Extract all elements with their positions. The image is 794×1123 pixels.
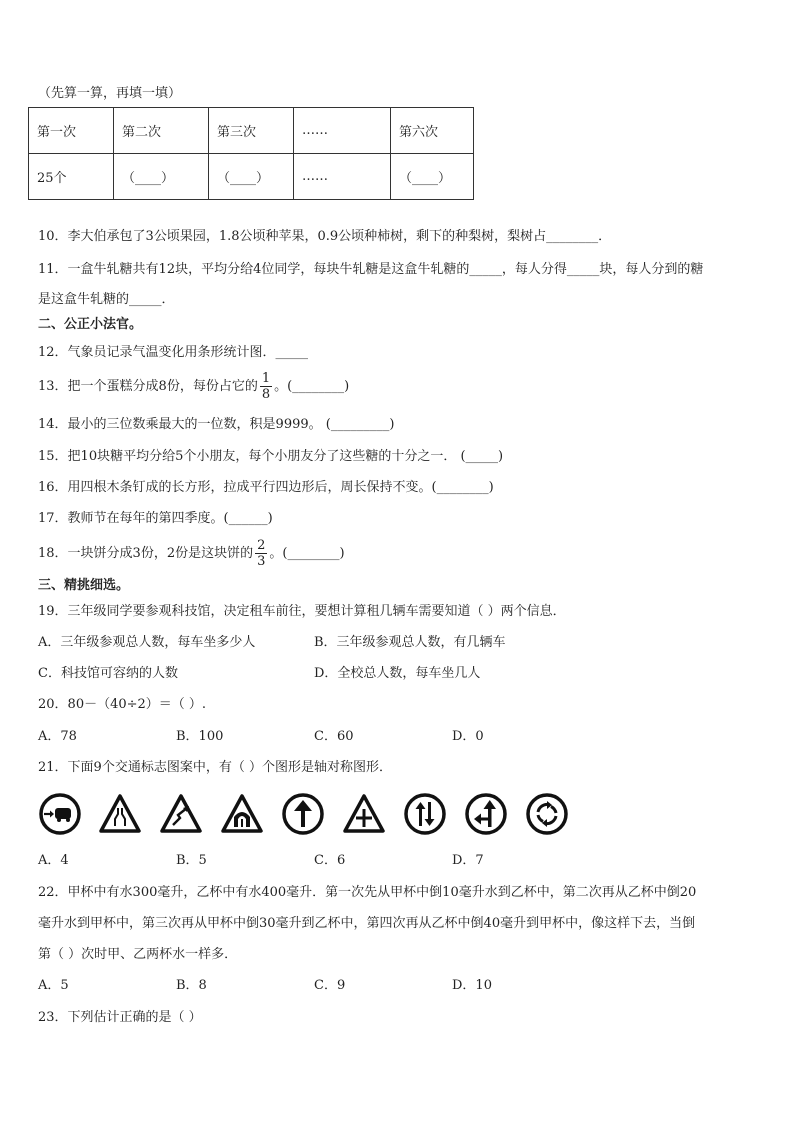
- table-cell: （____）: [391, 154, 474, 200]
- q19-option-a: A．三年级参观总人数，每车坐多少人: [38, 635, 256, 650]
- crossroads-sign-icon: [342, 792, 386, 836]
- table-cell: （____）: [114, 154, 209, 200]
- q22-option-c: C．9: [314, 978, 346, 993]
- question-16: 16．用四根木条钉成的长方形，拉成平行四边形后，周长保持不变。(________): [38, 480, 494, 495]
- question-10: 10．李大伯承包了3公顷果园，1.8公顷种苹果，0.9公顷种柿树，剩下的种梨树，梨树占________．: [38, 229, 612, 244]
- two-way-traffic-sign-icon: [403, 792, 447, 836]
- fraction-denominator: 8: [261, 387, 271, 402]
- q21-option-a: A．4: [38, 853, 69, 868]
- question-22-line2: 毫升水到甲杯中，第三次再从甲杯中倒30毫升到乙杯中，第四次再从乙杯中倒40毫升到甲杯中，像这样下去，当倒: [38, 916, 696, 931]
- q13-answer: 。(________): [274, 379, 350, 394]
- q20-option-d: D．0: [452, 729, 484, 744]
- table-cell: 第一次: [29, 108, 114, 154]
- q21-option-b: B．5: [176, 853, 207, 868]
- section-3-heading: 三、精挑细选。: [38, 578, 130, 593]
- fraction-one-eighth: [260, 371, 272, 402]
- question-14: 14．最小的三位数乘最大的一位数，积是9999。 (_________): [38, 417, 395, 432]
- table-cell: 第六次: [391, 108, 474, 154]
- question-21: 21．下面9个交通标志图案中，有（ ）个图形是轴对称图形．: [38, 760, 392, 775]
- fraction-numerator: 2: [257, 538, 266, 553]
- table-cell: 第三次: [209, 108, 294, 154]
- traffic-signs: [38, 792, 578, 838]
- question-18: [38, 537, 345, 571]
- question-20: 20．80－（40÷2）＝（ ）.: [38, 697, 207, 712]
- q20-option-b: B．100: [176, 729, 224, 744]
- intro-text: （先算一算，再填一填）: [38, 86, 182, 101]
- q21-option-c: C．6: [314, 853, 346, 868]
- q20-option-c: C．60: [314, 729, 354, 744]
- q18-answer: 。(________): [269, 546, 345, 561]
- q19-option-b: B．三年级参观总人数，有几辆车: [314, 635, 506, 650]
- q19-option-c: C．科技馆可容纳的人数: [38, 666, 178, 681]
- q22-option-a: A．5: [38, 978, 69, 993]
- double-curve-sign-icon: [159, 792, 203, 836]
- table-cell: ……: [294, 108, 391, 154]
- fraction-denominator: 3: [257, 554, 266, 569]
- straight-ahead-sign-icon: [281, 792, 325, 836]
- table-cell: 第二次: [114, 108, 209, 154]
- question-11-line2: 是这盒牛轧糖的_____．: [38, 292, 175, 307]
- overtaking-sign-icon: [38, 792, 82, 836]
- record-table: [28, 107, 474, 200]
- question-15: 15．把10块糖平均分给5个小朋友，每个小朋友分了这些糖的十分之一． (_____): [38, 449, 504, 464]
- fraction-numerator: 1: [261, 371, 271, 386]
- q18-text: 18．一块饼分成3份，2份是这块饼的: [38, 546, 254, 561]
- tunnel-sign-icon: [220, 792, 264, 836]
- q13-text: 13．把一个蛋糕分成8份，每份占它的: [38, 379, 258, 394]
- table-cell: （____）: [209, 154, 294, 200]
- q20-option-a: A．78: [38, 729, 77, 744]
- question-12: 12．气象员记录气温变化用条形统计图．_____: [38, 345, 309, 360]
- q22-option-d: D．10: [452, 978, 492, 993]
- question-22-line3: 第（ ）次时甲、乙两杯水一样多．: [38, 947, 238, 962]
- question-17: 17．教师节在每年的第四季度。(______): [38, 511, 273, 526]
- question-13: [38, 370, 349, 404]
- q21-option-d: D．7: [452, 853, 484, 868]
- question-22-line1: 22．甲杯中有水300毫升，乙杯中有水400毫升．第一次先从甲杯中倒10毫升水到乙杯中，第二次再从乙杯中倒20: [38, 885, 697, 900]
- section-2-heading: 二、公正小法官。: [38, 317, 143, 332]
- straight-or-left-sign-icon: [464, 792, 508, 836]
- table-value-row: [29, 154, 474, 200]
- question-23: 23．下列估计正确的是（ ）: [38, 1010, 202, 1025]
- table-header-row: [29, 108, 474, 154]
- table-cell: 25个: [29, 154, 114, 200]
- roundabout-sign-icon: [525, 792, 569, 836]
- fraction-two-thirds: [255, 538, 267, 569]
- table-cell: ……: [294, 154, 391, 200]
- q22-option-b: B．8: [176, 978, 207, 993]
- question-11-line1: 11．一盒牛轧糖共有12块，平均分给4位同学，每块牛轧糖是这盒牛轧糖的_____，每人分得_____块，每人分到的糖: [38, 262, 704, 277]
- road-narrows-sign-icon: [98, 792, 142, 836]
- q19-option-d: D．全校总人数，每车坐几人: [314, 666, 481, 681]
- question-19: 19．三年级同学要参观科技馆，决定租车前往，要想计算租几辆车需要知道（ ）两个信息．: [38, 604, 566, 619]
